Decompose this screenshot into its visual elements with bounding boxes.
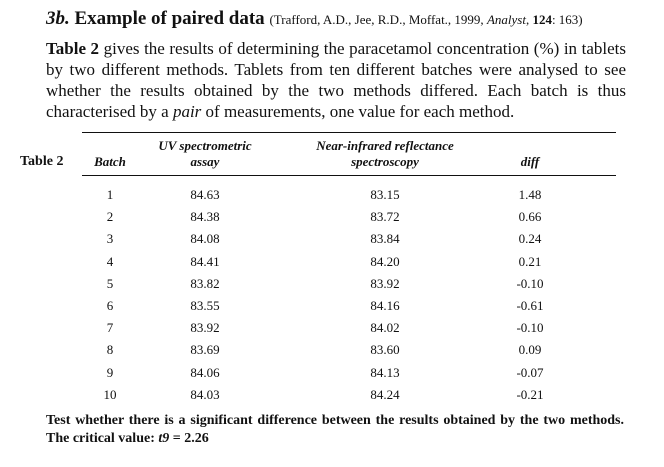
table-cell-batch: 8	[106, 342, 114, 357]
table-cell-uv: 84.38	[190, 209, 220, 224]
table-cell-diff: -0.07	[516, 365, 544, 380]
table-top-rule	[82, 132, 616, 133]
table-cell-uv: 83.55	[190, 298, 220, 313]
table-cell-batch: 9	[106, 365, 114, 380]
intro-table-ref: Table 2	[46, 39, 100, 58]
table-cell-uv: 84.41	[190, 254, 220, 269]
intro-paragraph	[46, 38, 626, 122]
question-text: Test whether there is a significant difference between the results obtained by the two methods. The critical value:	[46, 413, 624, 446]
table-cell-diff: -0.10	[516, 320, 544, 335]
table-cell-batch: 1	[106, 187, 114, 202]
table-cell-batch: 4	[106, 254, 114, 269]
table-cell-diff: -0.10	[516, 276, 544, 291]
table-cell-nir: 84.20	[370, 254, 400, 269]
table-cell-nir: 83.92	[370, 276, 400, 291]
table-cell-diff: -0.21	[516, 387, 544, 402]
table-cell-uv: 83.82	[190, 276, 220, 291]
table-cell-nir: 83.60	[370, 342, 400, 357]
intro-text-b: of measurements, one value for each method.	[201, 102, 515, 121]
table-header-rule	[82, 175, 616, 176]
table-cell-nir: 84.13	[370, 365, 400, 380]
table-cell-uv: 84.03	[190, 387, 220, 402]
question-value: = 2.26	[169, 431, 209, 446]
header-nir-line2: spectroscopy	[351, 154, 419, 169]
header-batch: Batch	[94, 154, 126, 169]
section-number: 3b.	[46, 8, 70, 29]
table-cell-uv: 84.08	[190, 231, 220, 246]
table-cell-nir: 83.15	[370, 187, 400, 202]
citation-pages: : 163)	[551, 12, 583, 27]
table-cell-batch: 2	[106, 209, 114, 224]
table-cell-diff: 0.09	[518, 342, 542, 357]
citation-volume: 124	[532, 12, 552, 27]
table-cell-diff: 1.48	[518, 187, 542, 202]
table-cell-uv: 83.69	[190, 342, 220, 357]
header-uv-line2: assay	[190, 154, 220, 169]
table-cell-nir: 84.02	[370, 320, 400, 335]
section-title: Example of paired data	[74, 8, 265, 29]
table-cell-uv: 84.63	[190, 187, 220, 202]
section-heading	[46, 8, 583, 30]
table-cell-diff: -0.61	[516, 298, 544, 313]
table-cell-uv: 84.06	[190, 365, 220, 380]
intro-text-a: gives the results of determining the paracetamol concentration (%) in tablets by two different methods. Tablets from ten different batches were analysed to see whether the results obtained by the two methods differed. Each batch is thus characterised by a	[46, 39, 626, 121]
table-cell-diff: 0.66	[518, 209, 542, 224]
header-uv-line1: UV spectrometric	[158, 138, 252, 153]
table-cell-batch: 5	[106, 276, 114, 291]
citation-journal: Analyst	[486, 12, 526, 27]
table-cell-nir: 83.72	[370, 209, 400, 224]
table-cell-batch: 7	[106, 320, 114, 335]
table-cell-uv: 83.92	[190, 320, 220, 335]
table-cell-batch: 6	[106, 298, 114, 313]
table-cell-nir: 84.16	[370, 298, 400, 313]
table-cell-diff: 0.21	[518, 254, 542, 269]
citation: (Trafford, A.D., Jee, R.D., Moffat., 1999, Analyst, 124: 163)	[269, 12, 583, 27]
table-cell-diff: 0.24	[518, 231, 542, 246]
table-cell-nir: 84.24	[370, 387, 400, 402]
header-nir-line1: Near-infrared reflectance	[316, 138, 454, 153]
table-cell-batch: 3	[106, 231, 114, 246]
question-stat: t9	[158, 431, 170, 446]
table-cell-batch: 10	[103, 387, 117, 402]
table-cell-nir: 83.84	[370, 231, 400, 246]
intro-emphasis: pair	[172, 102, 202, 121]
header-diff: diff	[520, 154, 540, 169]
table-label: Table 2	[20, 154, 64, 169]
question-paragraph	[46, 412, 624, 448]
citation-authors: (Trafford, A.D., Jee, R.D., Moffat., 1999,	[269, 12, 487, 27]
